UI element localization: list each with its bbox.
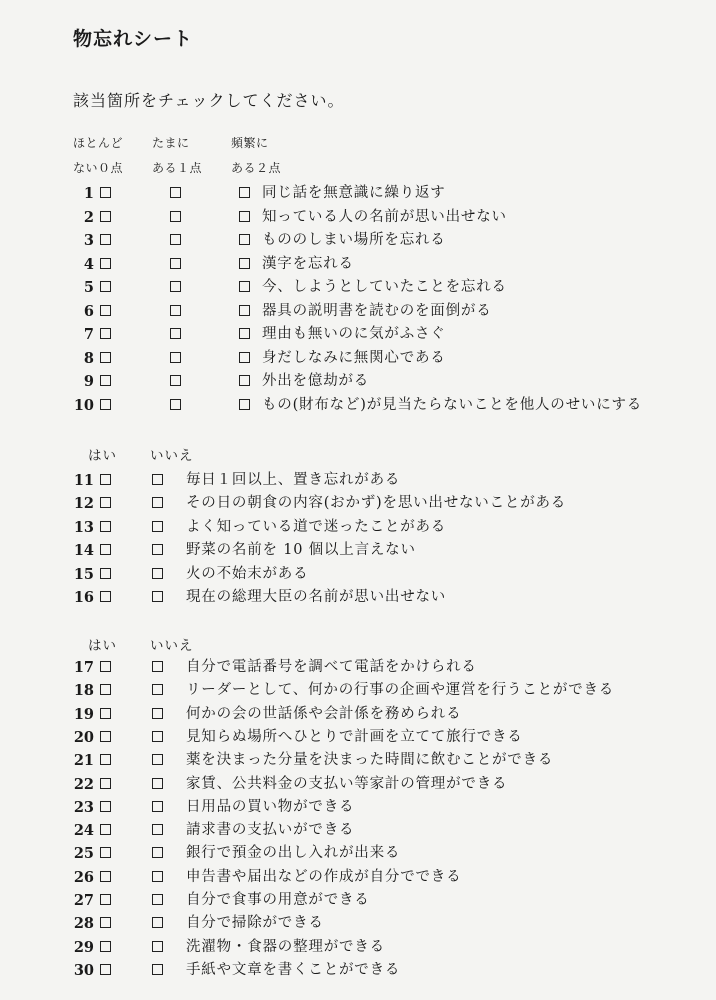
question-text: 日用品の買い物ができる [186,798,355,815]
question-number: 10 [73,396,94,414]
question-row [0,726,716,749]
answer-checkbox-2[interactable] [170,211,181,222]
answer-checkbox-1[interactable] [100,731,111,742]
question-text: 器具の説明書を読むのを面倒がる [262,302,492,319]
question-row [0,656,716,679]
question-text: 毎日１回以上、置き忘れがある [186,472,401,488]
question-row [0,469,716,492]
question-row [0,819,716,842]
answer-checkbox-2[interactable] [152,871,163,882]
answer-checkbox-2[interactable] [152,964,163,975]
column-header-line1: 頻繁に [231,136,269,150]
answer-checkbox-2[interactable] [152,521,163,532]
question-row [0,959,716,982]
question-number: 23 [73,798,94,816]
answer-checkbox-2[interactable] [152,847,163,858]
question-row [0,253,716,276]
answer-checkbox-1[interactable] [100,497,111,508]
answer-checkbox-1[interactable] [100,399,111,410]
yes-header: はい [88,638,117,654]
question-number: 28 [73,915,94,933]
question-number: 27 [73,892,94,909]
answer-checkbox-2[interactable] [152,708,163,719]
question-number: 8 [83,349,94,367]
question-number: 12 [73,495,94,513]
question-number: 20 [73,728,94,746]
question-row [0,516,716,539]
column-header-line2: ある２点 [231,161,282,175]
no-header: いいえ [150,448,194,464]
answer-checkbox-2[interactable] [152,731,163,742]
column-header-line1: たまに [152,136,190,150]
question-text: 知っている人の名前が思い出せない [262,208,507,225]
answer-checkbox-1[interactable] [100,281,111,292]
question-text: 自分で食事の用意ができる [186,892,370,908]
yes-header: はい [88,448,117,464]
question-text: 現在の総理大臣の名前が思い出せない [186,589,447,605]
question-text: 見知らぬ場所へひとりで計画を立てて旅行できる [186,728,523,745]
question-number: 14 [73,542,94,560]
answer-checkbox-3[interactable] [239,211,250,222]
answer-checkbox-1[interactable] [100,328,111,339]
question-number: 5 [83,279,94,296]
question-number: 9 [83,373,94,390]
question-number: 19 [73,705,94,723]
answer-checkbox-3[interactable] [239,328,250,339]
question-text: 薬を決まった分量を決まった時間に飲むことができる [186,752,554,769]
question-text: 自分で掃除ができる [186,915,324,932]
question-row [0,586,716,609]
answer-checkbox-1[interactable] [100,521,111,532]
question-number: 21 [73,752,94,770]
question-row [0,773,716,796]
answer-checkbox-2[interactable] [152,941,163,952]
answer-checkbox-1[interactable] [100,375,111,386]
question-number: 15 [73,565,94,583]
question-row [0,866,716,889]
question-text: 請求書の支払いができる [186,822,355,839]
question-text: 洗濯物・食器の整理ができる [186,938,385,955]
question-row [0,539,716,562]
question-row [0,182,716,205]
answer-checkbox-2[interactable] [152,497,163,508]
question-row [0,889,716,912]
answer-checkbox-1[interactable] [100,591,111,602]
answer-checkbox-1[interactable] [100,568,111,579]
answer-checkbox-2[interactable] [170,352,181,363]
answer-checkbox-1[interactable] [100,187,111,198]
no-header: いいえ [150,638,194,654]
answer-checkbox-3[interactable] [239,281,250,292]
answer-checkbox-3[interactable] [239,234,250,245]
question-text: 銀行で預金の出し入れが出来る [186,845,401,862]
question-number: 1 [83,185,94,202]
question-number: 16 [73,589,94,606]
question-row [0,323,716,346]
answer-checkbox-1[interactable] [100,941,111,952]
answer-checkbox-1[interactable] [100,801,111,812]
answer-checkbox-2[interactable] [170,234,181,245]
answer-checkbox-1[interactable] [100,708,111,719]
question-text: 火の不始末がある [186,565,309,582]
answer-checkbox-3[interactable] [239,399,250,410]
question-number: 7 [83,326,94,343]
question-text: 野菜の名前を 10 個以上言えない [186,542,416,559]
answer-checkbox-1[interactable] [100,684,111,695]
answer-checkbox-2[interactable] [170,399,181,410]
answer-checkbox-3[interactable] [239,352,250,363]
question-row [0,749,716,772]
answer-checkbox-3[interactable] [239,305,250,316]
question-number: 17 [73,659,94,676]
answer-checkbox-1[interactable] [100,917,111,928]
answer-checkbox-1[interactable] [100,847,111,858]
question-text: 同じ話を無意識に繰り返す [262,185,446,201]
question-text: 手紙や文章を書くことができる [186,961,401,978]
answer-checkbox-1[interactable] [100,754,111,765]
question-number: 22 [73,775,94,793]
answer-checkbox-2[interactable] [152,917,163,928]
answer-checkbox-1[interactable] [100,352,111,363]
question-text: 漢字を忘れる [262,255,354,272]
question-text: 外出を億劫がる [262,373,370,389]
answer-checkbox-1[interactable] [100,661,111,672]
answer-checkbox-1[interactable] [100,964,111,975]
answer-checkbox-1[interactable] [100,211,111,222]
answer-checkbox-1[interactable] [100,234,111,245]
question-text: 何かの会の世話係や会計係を務められる [186,705,462,722]
answer-checkbox-2[interactable] [170,187,181,198]
answer-checkbox-2[interactable] [170,305,181,316]
question-row [0,300,716,323]
question-number: 29 [73,938,94,956]
answer-checkbox-1[interactable] [100,871,111,882]
answer-checkbox-2[interactable] [170,258,181,269]
question-text: 自分で電話番号を調べて電話をかけられる [186,659,477,675]
column-header-line2: ある１点 [152,161,203,175]
answer-checkbox-2[interactable] [152,568,163,579]
question-number: 6 [83,302,94,320]
question-number: 13 [73,518,94,536]
question-row [0,229,716,252]
question-text: リーダーとして、何かの行事の企画や運営を行うことができる [186,682,615,699]
answer-checkbox-2[interactable] [152,591,163,602]
answer-checkbox-1[interactable] [100,474,111,485]
question-number: 18 [73,682,94,700]
answer-checkbox-2[interactable] [152,824,163,835]
answer-checkbox-2[interactable] [152,661,163,672]
question-row [0,679,716,702]
answer-checkbox-3[interactable] [239,187,250,198]
question-row [0,703,716,726]
answer-checkbox-1[interactable] [100,258,111,269]
column-header-rarely [73,131,123,181]
question-number: 26 [73,868,94,886]
answer-checkbox-2[interactable] [152,894,163,905]
column-header-line1: ほとんど [73,136,124,150]
question-number: 3 [83,232,94,249]
answer-checkbox-2[interactable] [152,801,163,812]
question-number: 30 [73,961,94,979]
question-text: もの(財布など)が見当たらないことを他人のせいにする [262,396,643,413]
answer-checkbox-2[interactable] [152,474,163,485]
column-header-line2: ない０点 [73,161,124,175]
question-row [0,347,716,370]
answer-checkbox-1[interactable] [100,778,111,789]
question-row [0,394,716,417]
question-number: 24 [73,822,94,840]
question-row [0,912,716,935]
question-text: 理由も無いのに気がふさぐ [262,326,446,342]
question-text: 身だしなみに無関心である [262,349,446,366]
question-text: もののしまい場所を忘れる [262,232,446,248]
answer-checkbox-1[interactable] [100,305,111,316]
page-title: 物忘れシート [73,28,194,50]
question-row [0,796,716,819]
question-number: 11 [73,472,94,489]
answer-checkbox-1[interactable] [100,894,111,905]
question-row [0,936,716,959]
question-row [0,206,716,229]
answer-checkbox-2[interactable] [170,281,181,292]
question-text: 家賃、公共料金の支払い等家計の管理ができる [186,775,508,792]
question-text: よく知っている道で迷ったことがある [186,518,447,535]
question-row [0,492,716,515]
answer-checkbox-2[interactable] [152,684,163,695]
question-text: その日の朝食の内容(おかず)を思い出せないことがある [186,495,567,512]
question-number: 25 [73,845,94,863]
column-header-sometimes [152,131,202,181]
question-row [0,276,716,299]
answer-checkbox-2[interactable] [152,754,163,765]
column-header-frequently [231,131,281,181]
answer-checkbox-1[interactable] [100,544,111,555]
answer-checkbox-3[interactable] [239,258,250,269]
question-row [0,370,716,393]
answer-checkbox-2[interactable] [152,544,163,555]
question-row [0,563,716,586]
question-row [0,842,716,865]
instruction-text: 該当箇所をチェックしてください。 [73,91,345,110]
answer-checkbox-2[interactable] [152,778,163,789]
question-number: 4 [83,255,94,273]
question-number: 2 [83,208,94,226]
answer-checkbox-1[interactable] [100,824,111,835]
question-text: 申告書や届出などの作成が自分でできる [186,868,462,885]
answer-checkbox-3[interactable] [239,375,250,386]
answer-checkbox-2[interactable] [170,375,181,386]
answer-checkbox-2[interactable] [170,328,181,339]
question-text: 今、しようとしていたことを忘れる [262,279,507,295]
